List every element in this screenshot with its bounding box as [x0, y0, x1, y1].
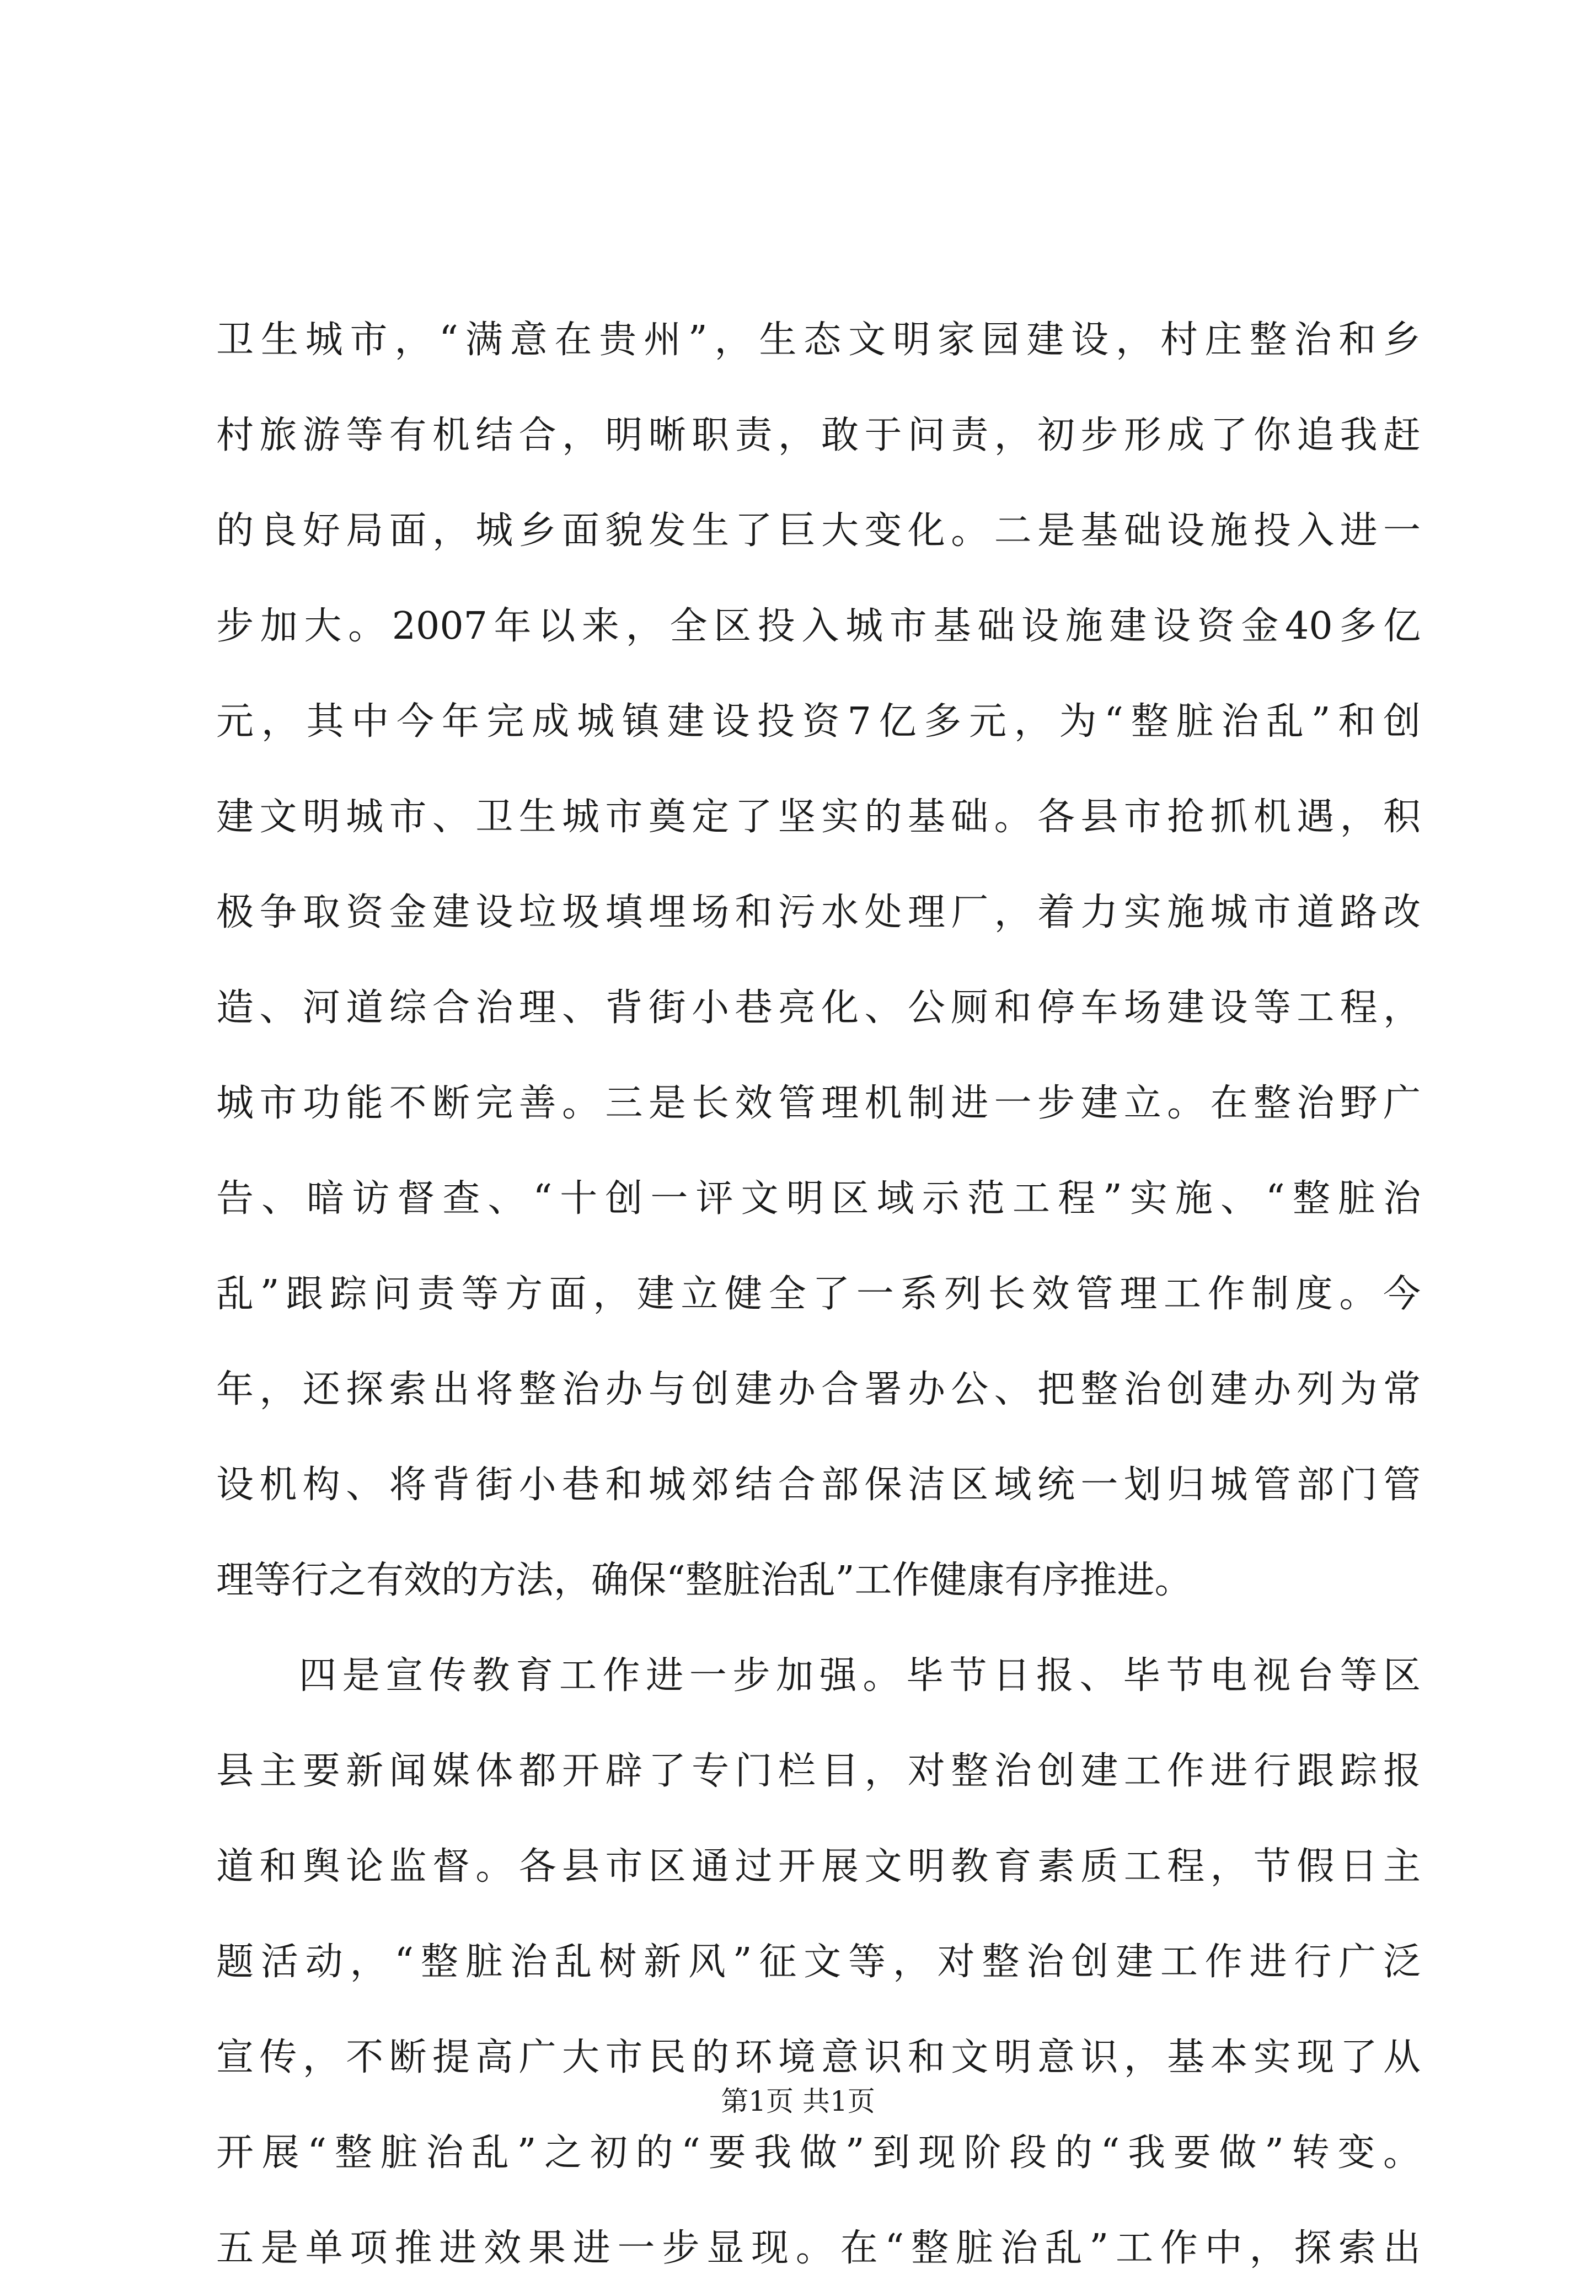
text-line: 五是单项推进效果进一步显现。在“整脏治乱”工作中，探索出	[216, 2227, 1421, 2270]
text-line: 卫生城市，“满意在贵州”，生态文明家园建设，村庄整治和乡	[216, 318, 1421, 362]
text-line: 城市功能不断完善。三是长效管理机制进一步建立。在整治野广	[216, 1082, 1421, 1125]
text-line: 元，其中今年完成城镇建设投资7亿多元，为“整脏治乱”和创	[216, 700, 1421, 743]
paragraph-start-line: 四是宣传教育工作进一步加强。毕节日报、毕节电视台等区	[299, 1654, 1421, 1698]
text-line: 造、河道综合治理、背街小巷亮化、公厕和停车场建设等工程，	[216, 986, 1421, 1030]
text-line: 乱”跟踪问责等方面，建立健全了一系列长效管理工作制度。今	[216, 1272, 1421, 1316]
text-line: 题活动，“整脏治乱树新风”征文等，对整治创建工作进行广泛	[216, 1940, 1421, 1984]
text-line: 设机构、将背街小巷和城郊结合部保洁区域统一划归城管部门管	[216, 1463, 1421, 1507]
text-line: 步加大。2007年以来，全区投入城市基础设施建设资金40多亿	[216, 604, 1421, 648]
paragraph-end-line: 理等行之有效的方法，确保“整脏治乱”工作健康有序推进。	[216, 1559, 1192, 1602]
text-line: 建文明城市、卫生城市奠定了坚实的基础。各县市抢抓机遇，积	[216, 795, 1421, 839]
text-line: 道和舆论监督。各县市区通过开展文明教育素质工程，节假日主	[216, 1845, 1421, 1888]
text-line: 村旅游等有机结合，明晰职责，敢于问责，初步形成了你追我赶	[216, 414, 1421, 457]
text-line: 宣传，不断提高广大市民的环境意识和文明意识，基本实现了从	[216, 2036, 1421, 2079]
text-line: 开展“整脏治乱”之初的“要我做”到现阶段的“我要做”转变。	[216, 2131, 1421, 2175]
text-line: 告、暗访督查、“十创一评文明区域示范工程”实施、“整脏治	[216, 1177, 1421, 1221]
text-line: 极争取资金建设垃圾填埋场和污水处理厂，着力实施城市道路改	[216, 891, 1421, 934]
text-line: 年，还探索出将整治办与创建办合署办公、把整治创建办列为常	[216, 1368, 1421, 1411]
text-line: 的良好局面，城乡面貌发生了巨大变化。二是基础设施投入进一	[216, 509, 1421, 553]
page-number-label: 第1页 共1页	[721, 2085, 875, 2117]
text-line: 县主要新闻媒体都开辟了专门栏目，对整治创建工作进行跟踪报	[216, 1749, 1421, 1793]
page-footer	[0, 2079, 1596, 2123]
body-text	[216, 292, 1421, 2296]
